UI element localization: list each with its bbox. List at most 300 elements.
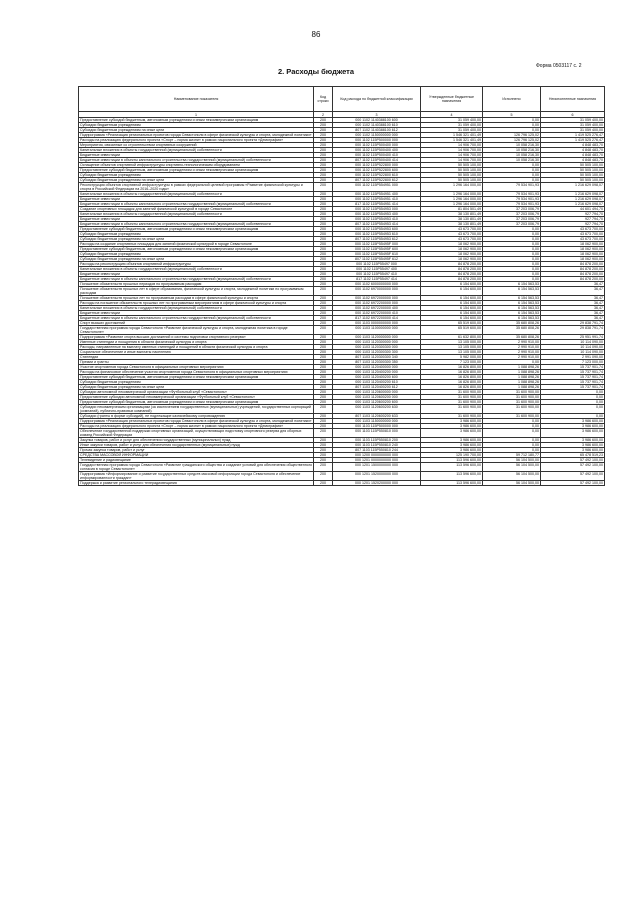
row-name: Субсидии бюджетным учреждениям на иные цели (79, 237, 314, 242)
row-classification: 807 1102 115P522800 612 (333, 178, 421, 183)
row-executed: 0,00 (483, 163, 541, 168)
col-header-code: Код строки (314, 87, 333, 112)
row-approved: 14 906 700,00 (421, 153, 483, 158)
row-name: Бюджетные инвестиции в объекты капитального строительства государственной (муниципальной) собственности (79, 316, 314, 321)
row-remaining: 2 991 090,00 (541, 355, 605, 360)
row-remaining: 50 505 100,00 (541, 168, 605, 173)
row-remaining: 50 505 100,00 (541, 163, 605, 168)
row-remaining: 36,47 (541, 287, 605, 296)
row-executed: 0,00 (483, 277, 541, 282)
row-approved: 31 059 400,00 (421, 118, 483, 123)
row-approved: 50 505 100,00 (421, 178, 483, 183)
row-code: 200 (314, 173, 333, 178)
row-code: 200 (314, 247, 333, 252)
row-name: Субсидии бюджетным учреждениям на иные цели (79, 257, 314, 262)
row-approved: 38 130 801,49 (421, 217, 483, 222)
row-executed: 6 154 563,53 (483, 282, 541, 287)
row-name: Спорт высших достижений (79, 321, 314, 326)
row-executed: 1 088 898,26 (483, 385, 541, 390)
row-name: Бюджетные инвестиции в объекты капитального строительства государственной (муниципальной) собственности (79, 202, 314, 207)
row-approved: 6 154 600,00 (421, 311, 483, 316)
row-classification: 817 1102 115P554951 414 (333, 202, 421, 207)
row-classification: 000 1201 1520200000 000 (333, 481, 421, 486)
row-code: 200 (314, 321, 333, 326)
row-name: Капитальные вложения в объекты государственной (муниципальной) собственности (79, 192, 314, 197)
row-name: Субсидии бюджетным учреждениям (79, 252, 314, 257)
row-remaining: 1 216 629 098,07 (541, 183, 605, 192)
row-remaining: 15 737 901,74 (541, 370, 605, 375)
row-classification: 807 1103 1120300300 340 (333, 355, 421, 360)
row-executed: 79 534 901,93 (483, 183, 541, 192)
row-code: 200 (314, 272, 333, 277)
row-name: Расходы, направленные на выплату именных стипендий и поощрений в области физической культуры и спорта (79, 345, 314, 350)
row-classification: 000 1103 1120300300 300 (333, 350, 421, 355)
row-code: 200 (314, 355, 333, 360)
row-executed: 31 600 900,00 (483, 390, 541, 395)
row-approved: 31 600 900,00 (421, 395, 483, 400)
row-classification: 000 1201 1500000000 000 (333, 463, 421, 472)
row-code: 200 (314, 143, 333, 148)
row-executed: 6 154 563,53 (483, 306, 541, 311)
row-remaining: 31 059 400,00 (541, 123, 605, 128)
col-header-classification: Код расхода по бюджетной классификации (333, 87, 421, 112)
row-classification: 807 1102 115P55495F 612 (333, 257, 421, 262)
row-approved: 31 600 900,00 (421, 400, 483, 405)
row-remaining: 84 878 200,00 (541, 272, 605, 277)
row-classification: 000 1102 115P554953 610 (333, 232, 421, 237)
row-approved: 14 906 700,00 (421, 143, 483, 148)
row-approved: 1 296 164 000,00 (421, 183, 483, 192)
row-remaining: 65 478 519,23 (541, 453, 605, 458)
row-classification: 000 1103 1120600200 630 (333, 405, 421, 414)
row-code: 200 (314, 277, 333, 282)
row-approved: 6 154 600,00 (421, 282, 483, 287)
row-code: 200 (314, 424, 333, 429)
row-name: Капитальные вложения в объекты государственной (муниципальной) собственности (79, 212, 314, 217)
row-approved: 5 982 000,00 (421, 355, 483, 360)
row-classification: 807 1103 115P550810 244 (333, 448, 421, 453)
table-row (79, 405, 605, 414)
row-approved: 3 986 600,00 (421, 424, 483, 429)
row-name: Бюджетные инвестиции (79, 153, 314, 158)
row-code: 200 (314, 360, 333, 365)
row-classification: 000 1103 1100000000 000 (333, 326, 421, 335)
row-executed: 0,00 (483, 118, 541, 123)
row-classification: 000 1103 115P500000 000 (333, 424, 421, 429)
row-remaining: 10 114 090,00 (541, 340, 605, 345)
row-remaining: 18 062 900,00 (541, 252, 605, 257)
row-name: Предоставление субсидий бюджетным, автономным учреждениям и иным некоммерческим организациям (79, 247, 314, 252)
row-remaining: 43 673 700,00 (541, 237, 605, 242)
row-name: Поддержка и развитие регионального телерадиовещания (79, 481, 314, 486)
row-executed: 6 154 563,53 (483, 287, 541, 296)
row-executed: 35 680 808,26 (483, 321, 541, 326)
row-remaining: 4 848 483,70 (541, 148, 605, 153)
row-remaining: 43 673 700,00 (541, 227, 605, 232)
row-approved: 113 596 600,00 (421, 481, 483, 486)
row-executed: 1 088 898,26 (483, 370, 541, 375)
row-approved: 13 105 000,00 (421, 350, 483, 355)
row-remaining: 36,47 (541, 316, 605, 321)
row-remaining: 57 492 100,00 (541, 463, 605, 472)
row-classification: 000 1102 115P55497 410 (333, 272, 421, 277)
row-remaining: 10 114 090,00 (541, 345, 605, 350)
table-row (79, 429, 605, 438)
row-classification: 000 1102 6000000000 000 (333, 282, 421, 287)
row-classification: 000 1103 1120600200 600 (333, 400, 421, 405)
row-approved: 113 596 600,00 (421, 463, 483, 472)
row-classification: 000 1102 6970000000 000 (333, 287, 421, 296)
row-approved: 7 123 000,00 (421, 360, 483, 365)
row-remaining: 36,47 (541, 311, 605, 316)
row-name: Именные стипендии и поощрения в области физической культуры и спорта (79, 340, 314, 345)
row-name: Капитальные вложения в объекты государственной (муниципальной) собственности (79, 148, 314, 153)
row-name: Погашение обязательств прошлых лет по программным расходам в сфере физической культуры и спорта (79, 296, 314, 301)
row-approved: 18 062 900,00 (421, 252, 483, 257)
row-executed: 56 104 500,00 (483, 458, 541, 463)
row-name: Стипендии (79, 355, 314, 360)
row-approved: 31 059 400,00 (421, 123, 483, 128)
row-name: Государственная программа города Севастополя «Развитие гражданского общества и создание условий для обеспечения общественного согласия в городе Севастополе» (80, 463, 312, 471)
row-approved: 16 826 800,00 (421, 385, 483, 390)
row-name: Субсидии бюджетным учреждениям (79, 380, 314, 385)
row-name: Подпрограмма «Развитие спорта высших достижений и системы подготовки спортивного резерва» (79, 335, 314, 340)
row-code: 200 (314, 287, 333, 296)
row-approved: 84 878 200,00 (421, 267, 483, 272)
row-name: Субсидии бюджетным учреждениям (79, 123, 314, 128)
col-number: 1 (79, 112, 314, 118)
row-executed: 31 600 900,00 (483, 414, 541, 419)
table-body (79, 118, 605, 486)
row-approved: 1 296 164 000,00 (421, 202, 483, 207)
row-name: Бюджетные инвестиции (79, 272, 314, 277)
row-executed: 31 600 900,00 (483, 405, 541, 414)
row-approved: 61 632 800,00 (421, 335, 483, 340)
row-executed: 0,00 (483, 242, 541, 247)
row-classification: 000 1103 115P550810 000 (333, 429, 421, 438)
col-number: 6 (541, 112, 605, 118)
row-remaining: 36,47 (541, 282, 605, 287)
row-executed: 6 154 563,53 (483, 316, 541, 321)
row-approved: 18 062 900,00 (421, 257, 483, 262)
row-code: 200 (314, 385, 333, 390)
row-code: 200 (314, 168, 333, 173)
table-row (79, 183, 605, 192)
row-remaining: 3 986 600,00 (541, 429, 605, 438)
row-remaining: 927 794,70 (541, 222, 605, 227)
row-remaining: 0,00 (541, 390, 605, 395)
row-executed: 0,00 (483, 128, 541, 133)
row-code: 200 (314, 222, 333, 227)
row-code: 200 (314, 429, 333, 438)
row-approved: 6 154 600,00 (421, 306, 483, 311)
row-name: Предоставление субсидий бюджетным, автономным учреждениям и иным некоммерческим организациям (79, 227, 314, 232)
row-approved: 14 906 700,00 (421, 148, 483, 153)
row-name: Предоставление субсидии автономной некоммерческой организации «Футбольный клуб «Севастополь» (79, 395, 314, 400)
budget-table (78, 86, 605, 486)
row-approved: 84 878 200,00 (421, 277, 483, 282)
row-name: Капитальные вложения в объекты государственной (муниципальной) собственности (79, 306, 314, 311)
row-code: 200 (314, 340, 333, 345)
row-code: 200 (314, 237, 333, 242)
row-remaining: 0,00 (541, 414, 605, 419)
row-approved: 1 296 164 000,00 (421, 197, 483, 202)
row-remaining: 18 062 900,00 (541, 242, 605, 247)
row-approved: 1 546 321 401,49 (421, 138, 483, 143)
row-classification: 000 1102 115P55495F 610 (333, 252, 421, 257)
row-code: 200 (314, 345, 333, 350)
row-name: Социальное обеспечение и иные выплаты населению (79, 350, 314, 355)
row-name: Участие спортсменов города Севастополя в официальных спортивных мероприятиях (79, 365, 314, 370)
row-classification: 000 1103 115P550810 200 (333, 438, 421, 443)
row-approved: 14 906 700,00 (421, 158, 483, 163)
row-executed: 0,00 (483, 272, 541, 277)
row-name: Бюджетные инвестиции в объекты капитального строительства государственной (муниципальной) собственности (79, 158, 314, 163)
row-approved: 31 059 400,00 (421, 128, 483, 133)
row-remaining: 84 878 200,00 (541, 262, 605, 267)
col-number: 3 (333, 112, 421, 118)
row-executed: 126 796 125,02 (483, 138, 541, 143)
row-name: Закупка товаров, работ и услуг для обеспечения государственных (муниципальных) нужд (79, 438, 314, 443)
row-classification: 000 1102 115P55495F 600 (333, 247, 421, 252)
row-approved: 3 986 600,00 (421, 419, 483, 424)
row-code: 200 (314, 197, 333, 202)
row-remaining: 1 216 629 098,07 (541, 192, 605, 197)
row-code: 200 (314, 453, 333, 458)
row-classification: 000 1102 6972200000 400 (333, 306, 421, 311)
row-classification: 000 1102 1150000000 000 (333, 133, 421, 138)
table-row (79, 287, 605, 296)
row-executed: 56 104 500,00 (483, 463, 541, 472)
row-approved: 50 505 100,00 (421, 168, 483, 173)
row-name: Реконструкция объектов спортивной инфраструктуры в рамках федеральной целевой программы «Развитие физической культуры и спорта в Российской Федерации на 2016–2020 годы» (79, 183, 314, 192)
row-executed: 0,00 (483, 429, 541, 438)
row-executed: 1 088 898,26 (483, 365, 541, 370)
row-remaining: 29 838 791,74 (541, 326, 605, 335)
row-classification: 000 1102 115P554951 410 (333, 197, 421, 202)
row-approved: 13 105 000,00 (421, 340, 483, 345)
row-classification: 000 1102 1140388100 600 (333, 118, 421, 123)
row-remaining: 15 737 901,74 (541, 375, 605, 380)
row-approved: 43 673 700,00 (421, 237, 483, 242)
row-approved: 31 600 900,00 (421, 414, 483, 419)
row-executed: 0,00 (483, 237, 541, 242)
row-code: 200 (314, 370, 333, 375)
row-executed: 37 203 006,79 (483, 217, 541, 222)
row-executed: 2 990 910,00 (483, 340, 541, 345)
row-name: Расходы на финансовое обеспечение участия спортсменов города Севастополя в официальных спортивных мероприятиях (79, 370, 314, 375)
row-executed: 79 534 901,93 (483, 192, 541, 197)
row-code: 200 (314, 296, 333, 301)
row-remaining: 4 848 483,70 (541, 158, 605, 163)
row-classification: 000 1200 0000000000 000 (333, 453, 421, 458)
row-executed: 37 203 006,79 (483, 207, 541, 212)
row-approved: 125 190 700,00 (421, 453, 483, 458)
row-code: 200 (314, 350, 333, 355)
row-classification: 000 1102 115P554953 000 (333, 207, 421, 212)
row-remaining: 50 505 100,00 (541, 173, 605, 178)
row-code: 200 (314, 232, 333, 237)
row-executed: 6 154 563,53 (483, 311, 541, 316)
row-classification: 000 1103 1120000000 000 (333, 335, 421, 340)
row-approved: 3 986 600,00 (421, 438, 483, 443)
row-classification: 000 1102 115P554953 400 (333, 212, 421, 217)
row-code: 200 (314, 443, 333, 448)
row-approved: 38 130 801,49 (421, 212, 483, 217)
row-name: Субсидии (гранты в форме субсидий), не подлежащие казначейскому сопровождению (79, 414, 314, 419)
form-label: Форма 0503117 с. 2 (536, 63, 582, 69)
row-remaining: 31 059 400,00 (541, 128, 605, 133)
row-name: Субсидии бюджетным учреждениям (79, 173, 314, 178)
row-classification: 000 1103 1120400000 000 (333, 365, 421, 370)
row-executed: 56 104 500,00 (483, 472, 541, 481)
row-classification: 000 1201 0000000000 000 (333, 458, 421, 463)
row-approved: 1 296 164 000,00 (421, 192, 483, 197)
row-approved: 38 130 801,49 (421, 222, 483, 227)
row-classification: 000 1102 115P500400 000 (333, 143, 421, 148)
row-executed: 0,00 (483, 252, 541, 257)
row-name: Расходы на реконструкцию объектов спортивной инфраструктуры (79, 262, 314, 267)
row-name: Государственная программа города Севастополя «Развитие физической культуры и спорта, молодежная политика в городе Севастополе» (79, 326, 314, 335)
row-classification: 000 1102 6972000000 000 (333, 296, 421, 301)
row-classification: 000 1103 1120400200 600 (333, 375, 421, 380)
row-remaining: 927 794,70 (541, 212, 605, 217)
row-executed: 0,00 (483, 267, 541, 272)
row-classification: 000 1102 115P55497 400 (333, 267, 421, 272)
row-remaining: 15 737 901,74 (541, 385, 605, 390)
row-remaining: 1 419 525 276,47 (541, 133, 605, 138)
row-remaining: 57 492 100,00 (541, 481, 605, 486)
row-classification: 000 1103 1150000000 000 (333, 419, 421, 424)
row-name: Расходы на реализацию федерального проекта «Спорт – норма жизни» в рамках национального проекта «Демография» (79, 138, 314, 143)
row-executed: 37 203 006,79 (483, 212, 541, 217)
row-executed: 35 680 808,26 (483, 326, 541, 335)
row-remaining: 18 062 900,00 (541, 247, 605, 252)
row-classification: 000 1103 1120600000 000 (333, 390, 421, 395)
row-approved: 65 519 600,00 (421, 326, 483, 335)
page-number: 86 (311, 30, 321, 39)
row-remaining: 0,00 (541, 405, 605, 414)
row-code: 200 (314, 118, 333, 123)
row-remaining: 927 794,70 (541, 217, 605, 222)
row-executed: 0,00 (483, 443, 541, 448)
row-executed: 0,00 (483, 424, 541, 429)
row-approved: 81 804 501,49 (421, 207, 483, 212)
row-classification: 000 1102 115P554953 600 (333, 227, 421, 232)
row-executed: 0,00 (483, 173, 541, 178)
row-classification: 000 1103 1120300300 000 (333, 345, 421, 350)
row-code: 200 (314, 395, 333, 400)
row-classification: 000 1102 6972200000 000 (333, 301, 421, 306)
row-remaining: 36,47 (541, 306, 605, 311)
row-remaining: 3 986 600,00 (541, 448, 605, 453)
row-remaining: 7 123 000,00 (541, 360, 605, 365)
row-name: Премии и гранты (79, 360, 314, 365)
report-title: 2. Расходы бюджета (277, 67, 355, 76)
row-executed: 10 058 216,30 (483, 153, 541, 158)
row-executed: 0,00 (483, 262, 541, 267)
row-executed: 79 534 901,93 (483, 202, 541, 207)
row-approved: 84 878 200,00 (421, 262, 483, 267)
row-approved: 18 062 900,00 (421, 242, 483, 247)
row-executed: 0,00 (483, 227, 541, 232)
row-code: 200 (314, 128, 333, 133)
row-classification: 000 1103 1120400200 000 (333, 370, 421, 375)
row-executed: 59 712 180,77 (483, 453, 541, 458)
row-remaining: 29 838 791,74 (541, 321, 605, 326)
row-classification: 000 1103 1120400200 610 (333, 380, 421, 385)
row-remaining: 36,47 (541, 296, 605, 301)
row-approved: 1 546 321 401,49 (421, 133, 483, 138)
row-code: 200 (314, 365, 333, 370)
row-name: Расходы на реализацию федерального проекта «Спорт – норма жизни» в рамках национального проекта «Демография» (79, 424, 314, 429)
row-approved: 43 673 700,00 (421, 227, 483, 232)
row-code: 200 (314, 390, 333, 395)
col-number: 2 (314, 112, 333, 118)
col-number: 5 (483, 112, 541, 118)
row-remaining: 4 848 483,70 (541, 153, 605, 158)
col-header-executed: Исполнено (483, 87, 541, 112)
row-approved: 113 596 600,00 (421, 472, 483, 481)
row-name: Субсидии некоммерческим организациям (за исключением государственных (муниципальных) учреждений, государственных корпораций (компаний), публично-правовых компаний) (79, 405, 314, 414)
col-header-name: Наименование показателя (79, 87, 314, 112)
row-code: 200 (314, 202, 333, 207)
row-executed: 79 534 901,93 (483, 197, 541, 202)
row-code: 200 (314, 448, 333, 453)
row-name: Бюджетные инвестиции в объекты капитального строительства государственной (муниципальной) собственности (79, 222, 314, 227)
row-code: 200 (314, 419, 333, 424)
row-code: 200 (314, 400, 333, 405)
row-name: Мероприятия, связанные со строительством спортивных сооружений (79, 143, 314, 148)
row-executed: 10 058 216,30 (483, 148, 541, 153)
row-remaining: 4 848 483,70 (541, 143, 605, 148)
row-executed: 0,00 (483, 257, 541, 262)
row-code: 200 (314, 153, 333, 158)
row-code: 200 (314, 252, 333, 257)
row-approved: 6 154 600,00 (421, 296, 483, 301)
table-row (79, 472, 605, 481)
row-approved: 6 154 600,00 (421, 301, 483, 306)
row-classification: 000 1102 6972200000 410 (333, 311, 421, 316)
row-remaining: 15 737 901,74 (541, 365, 605, 370)
row-code: 200 (314, 242, 333, 247)
row-classification: 000 1102 115P500400 400 (333, 148, 421, 153)
row-code: 200 (314, 178, 333, 183)
row-code: 200 (314, 438, 333, 443)
row-name: Предоставление субсидий бюджетным, автономным учреждениям и иным некоммерческим организациям (79, 168, 314, 173)
row-approved: 84 878 200,00 (421, 272, 483, 277)
row-name: Расходы на погашение обязательств прошлых лет по программным мероприятиям в сфере физической культуры и спорта (79, 301, 314, 306)
row-code: 200 (314, 257, 333, 262)
row-remaining: 1 419 525 276,47 (541, 138, 605, 143)
row-code: 200 (314, 380, 333, 385)
row-name: Подпрограмма «Реализация региональных проектов города Севастополя в сфере физической культуры и спорта, молодежной политики» (79, 419, 314, 424)
row-executed: 37 203 006,79 (483, 222, 541, 227)
row-code: 200 (314, 158, 333, 163)
row-remaining: 31 059 400,00 (541, 118, 605, 123)
row-name: Предоставление субсидий бюджетным, автономным учреждениям и иным некоммерческим организациям (79, 400, 314, 405)
row-name: Бюджетные инвестиции (79, 197, 314, 202)
row-code: 200 (314, 133, 333, 138)
row-name: Субсидии бюджетным учреждениям на иные цели (79, 178, 314, 183)
row-classification: 000 1102 115P522800 600 (333, 168, 421, 173)
row-executed: 0,00 (483, 232, 541, 237)
row-remaining: 84 878 200,00 (541, 277, 605, 282)
row-approved: 113 596 600,00 (421, 458, 483, 463)
row-code: 200 (314, 301, 333, 306)
row-classification: 807 1103 1120400200 612 (333, 385, 421, 390)
row-name: Бюджетные инвестиции (79, 311, 314, 316)
